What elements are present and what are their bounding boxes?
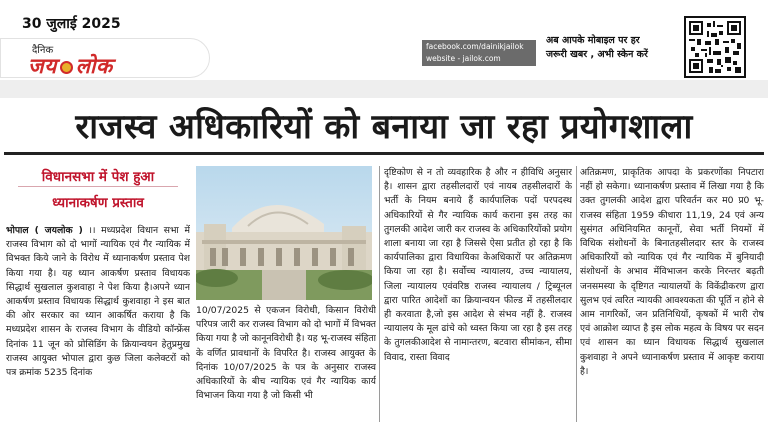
brand-word-right: लोक [75, 54, 113, 78]
issue-date: 30 जुलाई 2025 [22, 16, 121, 32]
qr-code[interactable] [684, 16, 746, 78]
article-column-3: दृष्टिकोण से न तो व्यवहारिक है और न हीविधि अनुसार है। शासन द्वारा तहसीलदारों एवं नायब तहसीलदारों के भर्ती के नियम बनाये हैं कार्यपालिक पदों परपदस्थ अधिकारियों से गैर न्यायिक कार्य कराना इस तरह का तुगलकी आदेश जारी कर राजस्व के अधिकारियोंको प्रयोग शाला बनाया जा रहा है जिससे ऐसा प्रतीत हो रहा है कि कार्यपालिका द्वारा विधायिका केअधिकारों पर अतिक्रमण किया जा रहा है। सर्वोच्च न्यायालय, उच्च न्यायालय, जिला न्यायालय एवंवरिष्ठ राजस्व न्यायालय / ट्रिब्यूनल द्वारा पारित आदेशों का क्रियान्वयन फील्ड में तहसीलदार ही करवाता है,जो इस आदेश से संभव नहीं है. राजस्व न्यायालय के मूल ढांचे को ध्वस्त किया जा रहा है इस तरह के तुगलकीआदेश से नामान्तरण, बटवारा सीमांकन, सीमा विवाद, रास्ता विवाद [384, 167, 572, 363]
article-column-2: 10/07/2025 से एकजन विरोधी, किसान विरोधी परिपत्र जारी कर राजस्व विभाग को दो भागों में विभक्त किया गया है जो कानूनविरोधी है। यह भू-राजस्व संहिता के वर्णित प्रावधानों के विपरित है। राजस्व आयुक्त के दिनांक 10/07/2025 के पत्र के अनुसार राजस्व अधिकारियों के बीच न्यायिक एवं गैर न्यायिक कार्य विभाजन किया गया है जो किसी भी [196, 305, 376, 402]
article-column-1 [6, 224, 190, 424]
subheadline-line1: विधानसभा में पेश हुआ [41, 169, 155, 185]
scan-prompt-line2: जरूरी खबर , अभी स्केन करें [546, 49, 648, 60]
building-image [196, 166, 372, 300]
column-1-text: ।। मध्यप्रदेश विधान सभा में राजस्व विभाग को दो भागों न्यायिक एवं गैर न्यायिक में विभक्त किये जाने के विरोध में ध्यानाकर्षण प्रस्ताव पेश किया गया है। यह ध्यान आकर्षण प्रस्ताव विधायक सिद्धार्थ सुखलाल कुशवाहा ने पेश किया है।अपने ध्यान आकर्षण प्रस्ताव विधायक सिद्धार्थ कुशवाहा ने इस बात की ओर सरकार का ध्यान आकर्षित कराया है कि मध्यप्रदेश शासन के राजस्व विभाग के वीडियो कॉन्फ्रेंस दिनांक 11 जून को प्रोसिडिंग के क्रियान्वयन हेतुप्रमुख राजस्व आयुक्त भोपाल द्वारा कुछ जिला कलेक्टरों को पत्र क्रमांक 5235 दिनांक [6, 225, 190, 379]
subheadline-divider [18, 186, 178, 187]
website-link[interactable]: website - jailok.com [426, 54, 501, 63]
masthead-daily-label: दैनिक [32, 45, 54, 56]
newspaper-header [0, 0, 768, 100]
masthead-logo [28, 52, 113, 80]
subheadline-line2: ध्यानाकर्षण प्रस्ताव [52, 195, 144, 211]
article-dateline: भोपाल ( जयलोक ) [6, 225, 83, 236]
logo-sun-icon [60, 61, 73, 74]
social-links-box [422, 40, 536, 66]
header-band [0, 80, 768, 98]
qr-code-icon [689, 21, 741, 73]
brand-word-left: जय [28, 54, 57, 78]
article-headline: राजस्व अधिकारियों को बनाया जा रहा प्रयोगशाला [75, 107, 693, 147]
facebook-link[interactable]: facebook.com/dainikjailok [426, 42, 524, 51]
scan-prompt [546, 34, 648, 62]
column-divider [379, 166, 380, 422]
column-divider [576, 166, 577, 422]
assembly-building-photo [196, 166, 372, 300]
scan-prompt-line1: अब आपके मोबाइल पर हर [546, 35, 640, 46]
article-column-4: अतिक्रमण, प्राकृतिक आपदा के प्रकरणोंका निपटारा नहीं हो सकेगा। ध्यानाकर्षण प्रस्ताव में लिखा गया है कि उक्त तुगलकी आदेश द्वारा परिवर्तन कर म0 प्र0 भू-राजस्व संहिता 1959 कीधारा 11,19, 24 एवं अन्य सुसंगत अधिनियमित कानूनों, सेवा भर्ती नियमों में विधिक संशोधनों के बिनातहसीलदार स्तर के राजस्व अधिकारियों को न्यायिक एवं गैर न्यायिक में बुनियादी संशोधनों के अभाव मेंविभाजन करके निरन्तर बढ़ती जनसमस्या के दृष्टिगत न्यायालयों के विकेंद्रीकरण द्वारा सुलभ एवं त्वरित न्यायकी आवश्यकता की पूर्ति न होने से आम नागरिकों, जन प्रतिनिधियों, कृषकों में भारी रोष एवं आक्रोश व्याप्त है इस लोक महत्व के विषय पर सदन एवं शासन का ध्यान विधायक सिद्धार्थ सुखलाल कुशवाहा ने अपने ध्यानाकर्षण प्रस्ताव में आकृष्ट कराया है। [580, 167, 764, 377]
headline-rule [4, 152, 764, 155]
